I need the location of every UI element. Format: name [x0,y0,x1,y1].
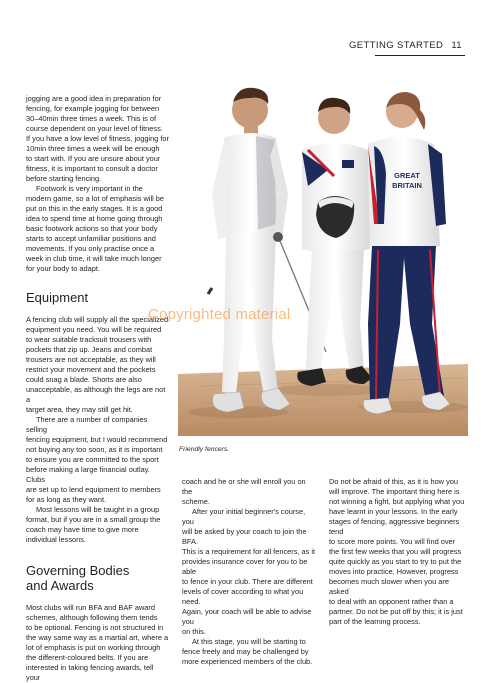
equipment-heading: Equipment [26,290,89,305]
jacket-text-great: GREAT [394,171,420,180]
page-number: 11 [451,40,462,51]
middle-paragraph-2: After your initial beginner's course, you will be asked by your coach to join the BFA. This is a requirement for all fencers, as it provides insurance cover for you to be able to fence in your club. There are different levels of cover according to what you need. Again, your coach will be able to advise you on this. [182,507,316,636]
left-column [26,94,169,683]
right-column [329,477,467,627]
intro-paragraph: jogging are a good idea in preparation for fencing, for example jogging for between 30–40min three times a week. This is of course dependent on your level of fitness. If you have a low level of fitness, jogging for 10min three times a week will be enough to start with. If you are unsure about your fitness, it is important to consult a doctor before starting fencing. [26,94,169,183]
middle-paragraph-3: At this stage, you will be starting to fence freely and may be challenged by more experienced members of the club. [182,637,313,666]
middle-paragraph-1: coach and he or she will enroll you on the scheme. [182,477,306,506]
fencers-illustration [178,74,468,436]
governing-paragraph: Most clubs will run BFA and BAF award schemes, although following them tends to be optional. Fencing is not structured in the way same way as a martial art, where a lot of emphasis is put on working through the different-coloured belts. If you are interested in taking fencing awards, tell your [26,603,169,682]
fencers-photo [178,74,468,436]
photo-caption: Friendly fencers. [179,446,230,453]
footwork-paragraph: Footwork is very important in the modern game, so a lot of emphasis will be put on this in the early stages. It is a good idea to spend time at home going through basic footwork actions so that your body starts to accept unfamiliar positions and movements. If you only practise once a week in club time, it will take much longer for your body to adapt. [26,184,165,273]
copyright-watermark: Copyrighted material [148,306,291,323]
section-title: GETTING STARTED [349,40,444,51]
jacket-text-britain: BRITAIN [392,181,422,190]
governing-heading: Governing Bodies and Awards [26,563,130,593]
companies-paragraph: There are a number of companies selling fencing equipment, but I would recommend not buying any too soon, as it is important to ensure you are committed to the sport before making a large financial outlay. Clubs are set up to lend equipment to members for as long as they want. [26,415,168,504]
right-paragraph: Do not be afraid of this, as it is how you will improve. The important thing here is not winning a fight, but applying what you have learnt in your lessons. In the early stages of fencing, aggressive beginners tend to score more points. You will find over the first few weeks that you will progress quite quickly as you start to try to put the moves into practice. However, progress becomes much slower when you are asked to deal with an opponent rather than a partner. Do not be put off by this; it is just part of the learning process. [329,477,465,626]
lessons-paragraph: Most lessons will be taught in a group format, but if you are in a small group the coach may have time to give more individual lessons. [26,505,161,544]
header-rule [375,55,465,56]
middle-column [182,477,316,667]
equipment-paragraph: A fencing club will supply all the specialized equipment you need. You will be required to wear suitable tracksuit trousers with pockets that zip up. Jeans and combat trousers are not acceptable, as they will restrict your movement and the pockets could snag a blade. Shorts are also unacceptable, as although the legs are not a target area, they may still get hit. [26,315,169,414]
running-head [349,40,462,51]
